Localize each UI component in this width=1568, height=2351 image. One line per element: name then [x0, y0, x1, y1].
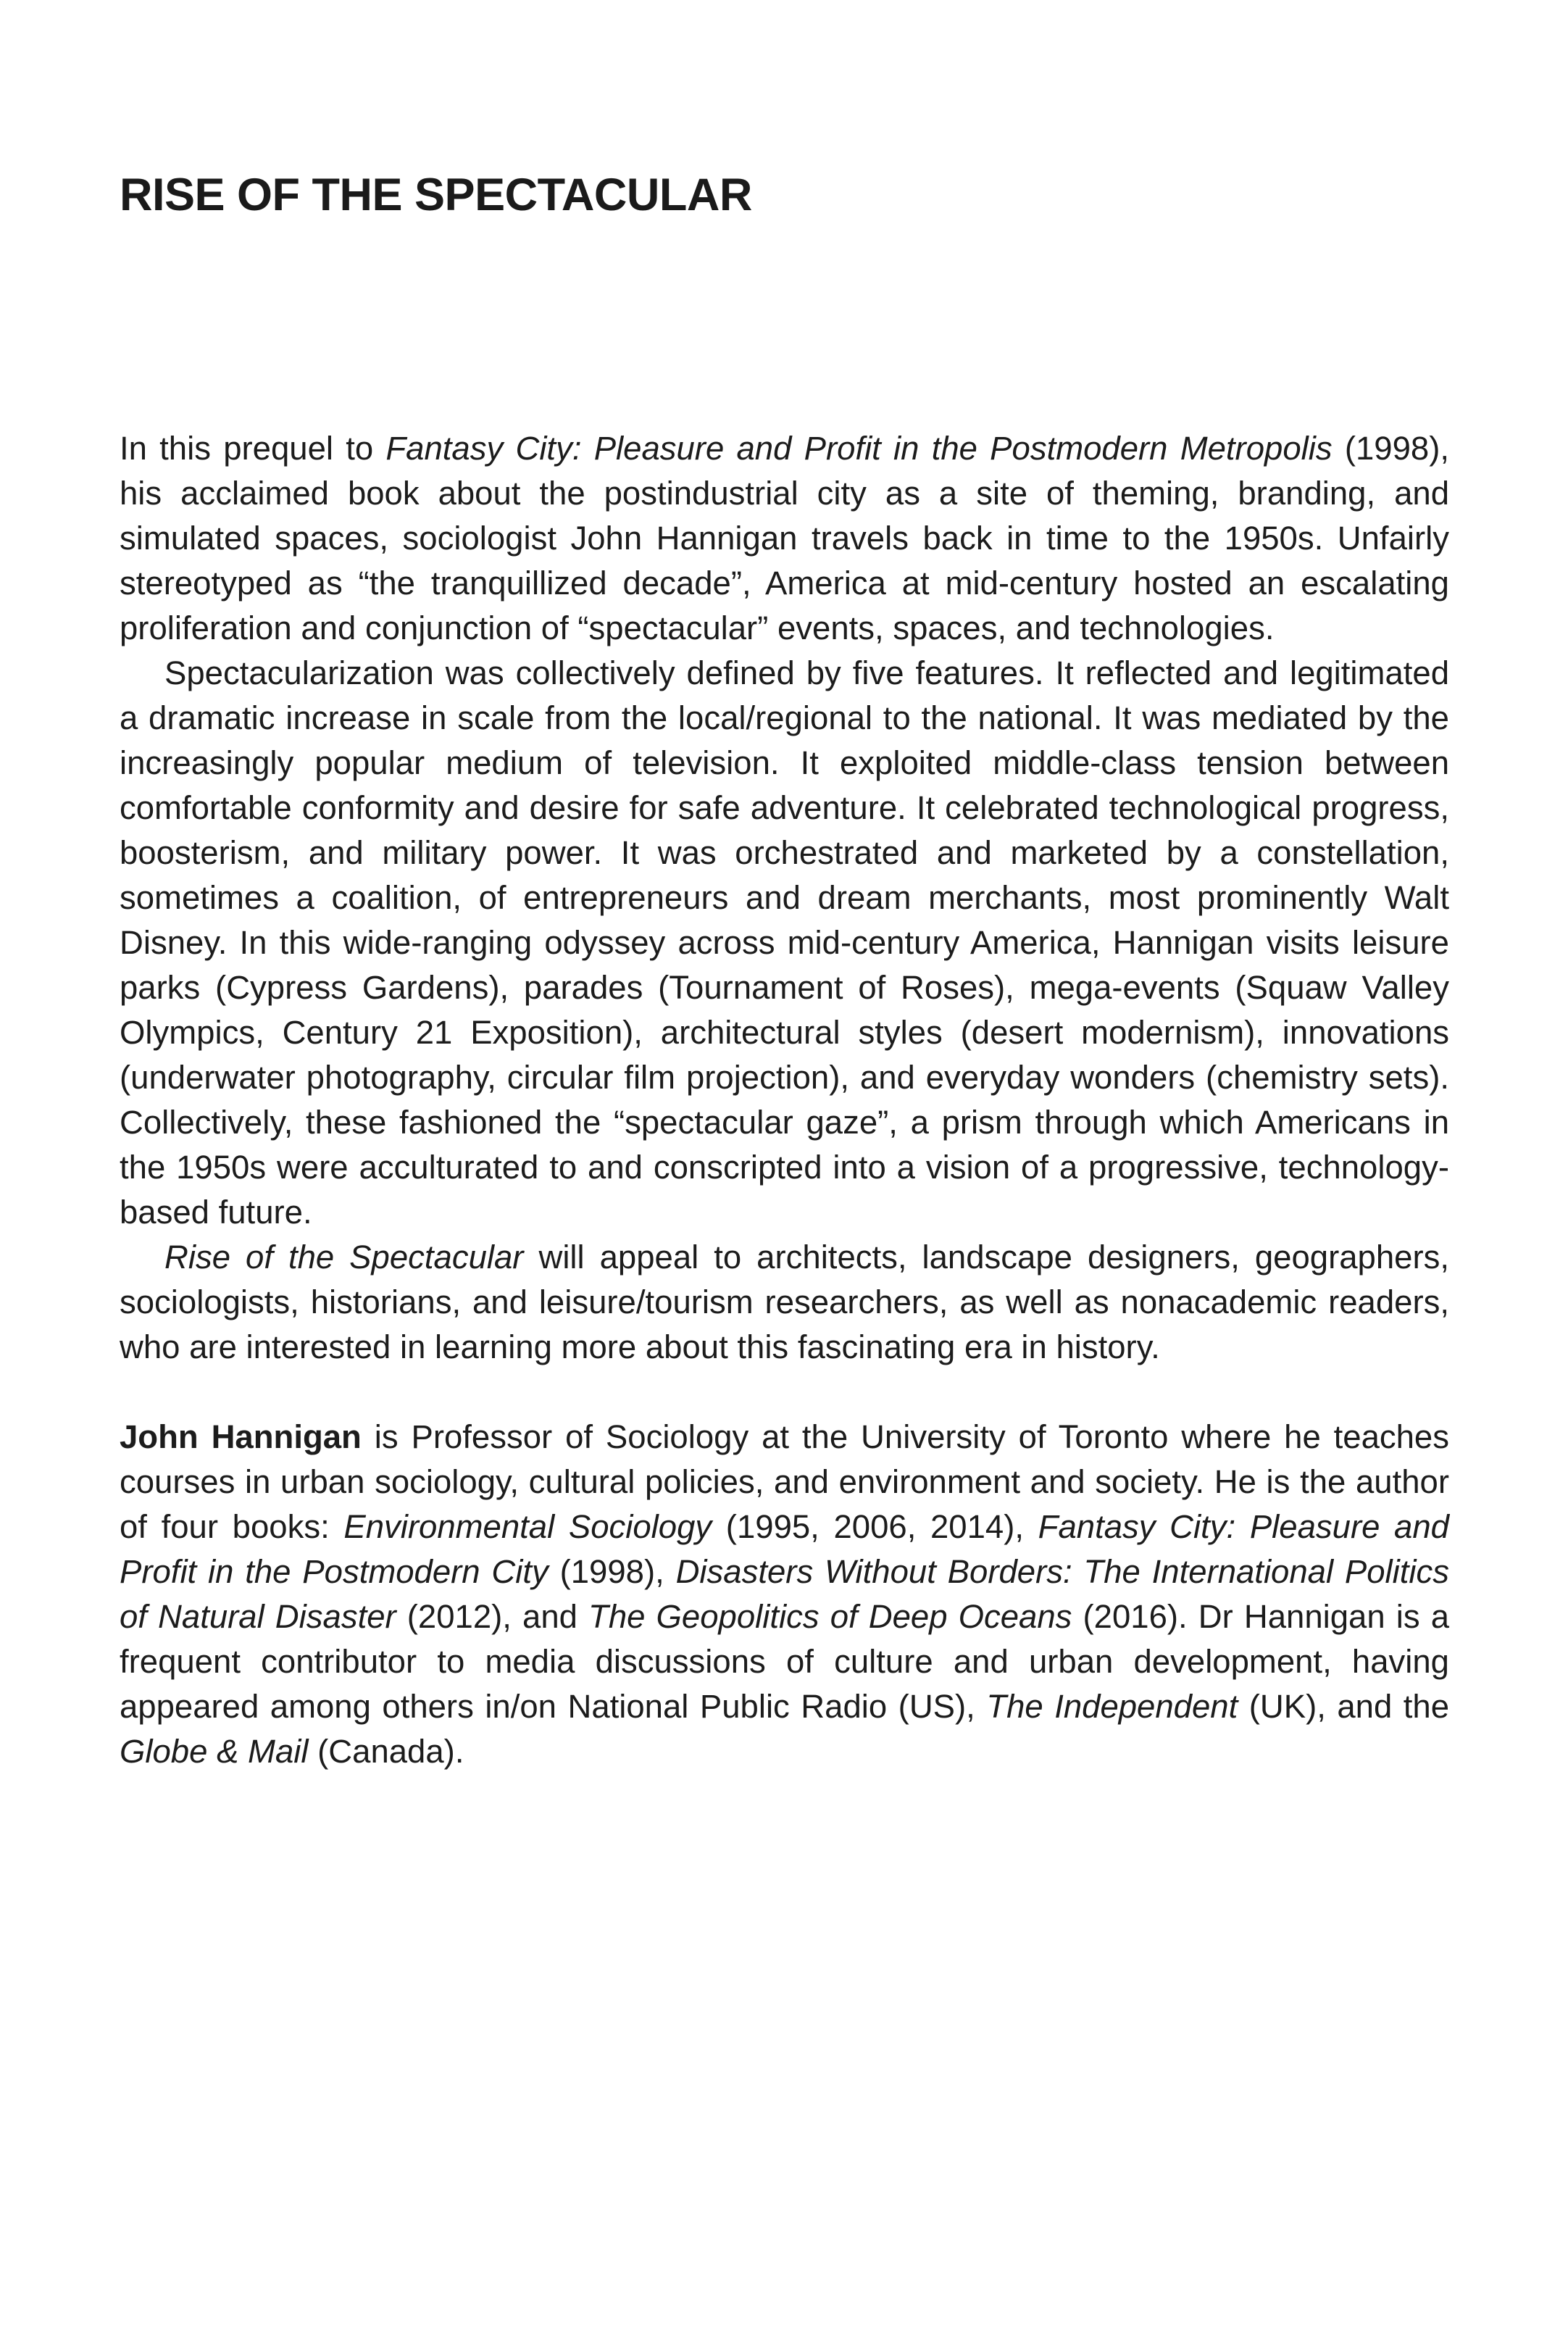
publication-name-italic: The Independent	[986, 1688, 1238, 1725]
paragraph-audience	[120, 1235, 1449, 1370]
book-title-italic: The Geopolitics of Deep Oceans	[588, 1598, 1072, 1635]
text-span: (Canada).	[308, 1733, 464, 1770]
text-span: (1995, 2006, 2014),	[712, 1508, 1038, 1545]
text-span: Spectacularization was collectively defined by five features. It reflected and legitimated a dramatic increase in scale from the local/regional to the national. It was mediated by the increasingly popular medium of television. It exploited middle-class tension between comfortable conformity and desire for safe adventure. It celebrated technological progress, boosterism, and military power. It was orchestrated and marketed by a constellation, sometimes a coalition, of entrepreneurs and dream merchants, most prominently Walt Disney. In this wide-ranging odyssey across mid-century America, Hannigan visits leisure parks (Cypress Gardens), parades (Tournament of Roses), mega-events (Squaw Valley Olympics, Century 21 Exposition), architectural styles (desert modernism), innovations (underwater photography, circular film projection), and everyday wonders (chemistry sets). Collectively, these fashioned the “spectacular gaze”, a prism through which Americans in the 1950s were acculturated to and conscripted into a vision of a progressive, technology-based future.	[120, 654, 1449, 1231]
text-span: (1998), his acclaimed book about the postindustrial city as a site of theming, branding, and simulated spaces, sociologist John Hannigan travels back in time to the 1950s. Unfairly stereotyped as “the tranquillized decade”, America at mid-century hosted an escalating proliferation and conjunction of “spectacular” events, spaces, and technologies.	[120, 430, 1449, 646]
publication-name-italic: Globe & Mail	[120, 1733, 309, 1770]
paragraph-intro	[120, 426, 1449, 651]
paragraph-author-bio	[120, 1415, 1449, 1774]
blurb-text	[120, 426, 1449, 1774]
author-name: John Hannigan	[120, 1418, 362, 1455]
book-title-italic: Environmental Sociology	[343, 1508, 712, 1545]
book-title-italic: Fantasy City: Pleasure and Profit in the Postmodern Metropolis	[385, 430, 1333, 467]
book-title-italic: Rise of the Spectacular	[164, 1239, 524, 1276]
paragraph-features	[120, 651, 1449, 1235]
text-span: (1998),	[548, 1553, 676, 1590]
text-span: In this prequel to	[120, 430, 386, 467]
book-title-italic: Disasters Without Borders: The International Politics of Natural Disaster	[120, 1553, 1450, 1635]
text-span: (2016). Dr Hannigan is a frequent contributor to media discussions of culture and urban development, having appeared among others in/on National Public Radio (US),	[120, 1598, 1450, 1725]
text-span: is Professor of Sociology at the University of Toronto where he teaches courses in urban sociology, cultural policies, and environment and society. He is the author of four books:	[120, 1418, 1449, 1545]
text-span: (2012), and	[396, 1598, 589, 1635]
text-span: (UK), and the	[1238, 1688, 1450, 1725]
page-title: RISE OF THE SPECTACULAR	[120, 170, 752, 220]
text-span: will appeal to architects, landscape designers, geographers, sociologists, historians, and leisure/tourism researchers, as well as nonacademic readers, who are interested in learning more about this fascinating era in history.	[120, 1239, 1449, 1365]
book-title-italic: Fantasy City: Pleasure and Profit in the Postmodern City	[120, 1508, 1449, 1590]
